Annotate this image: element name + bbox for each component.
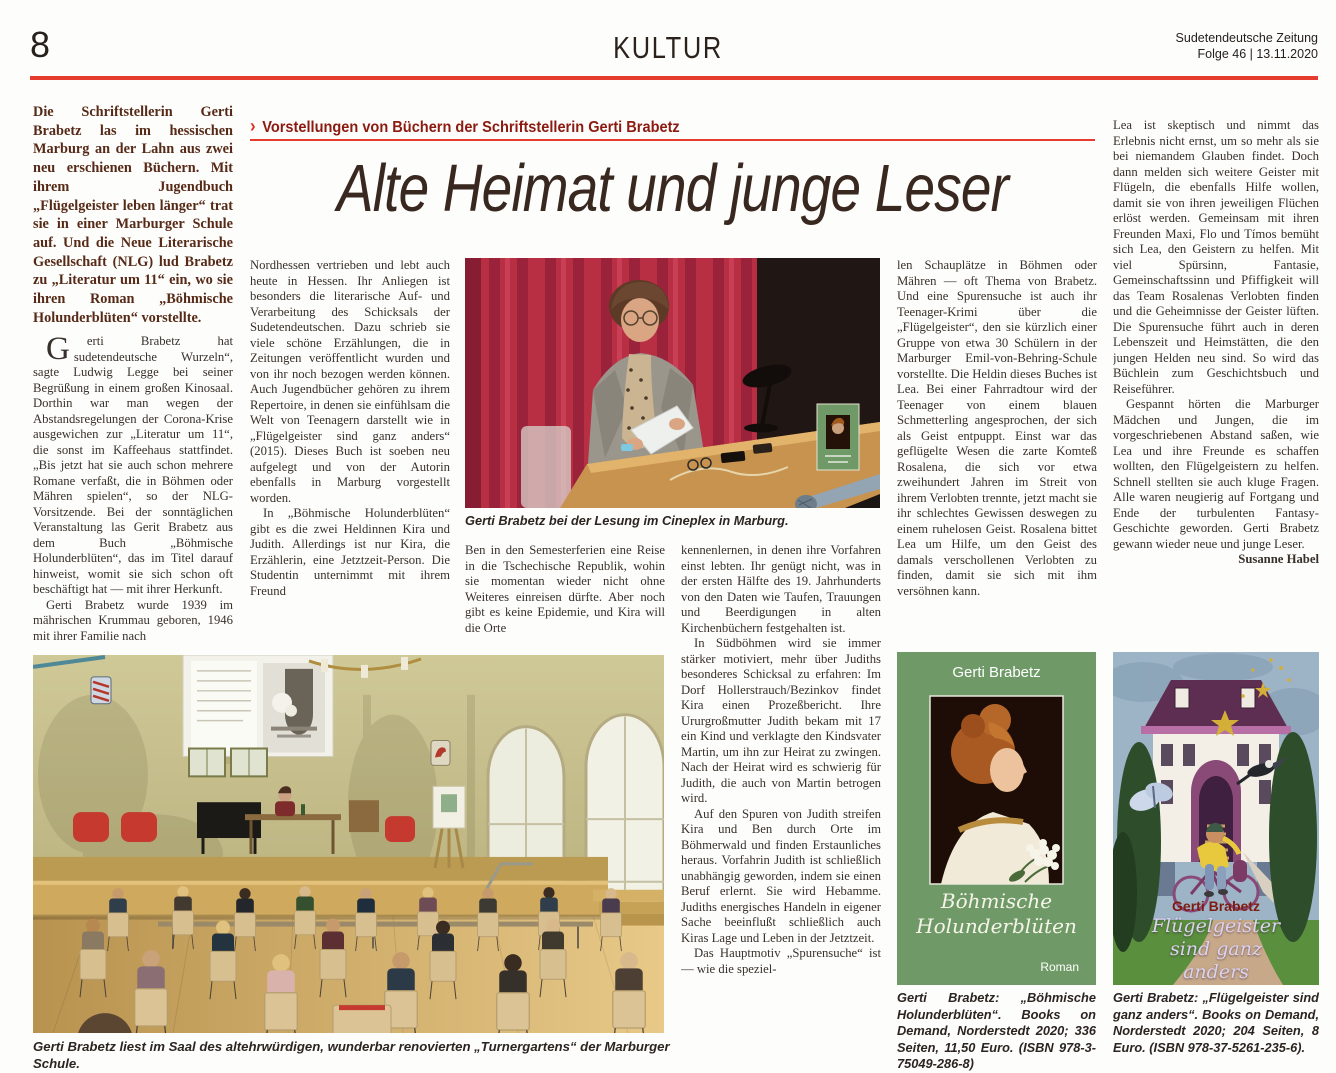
body-paragraph: Gespannt hörten die Marburger Mädchen und Jungen, die im vorgeschriebenen Abstand saßen, wie Lea und ihre Freunde es schaffen wollten, den Flügelgeistern zu helfen. Schnell stellten sie auch kluge Fragen. Alle waren neugierig auf Fortgang und Ende der turbulenten Fantasy-Geschichte geworden. Gerti Brabetz gewann wieder neue und junge Leser. Susanne Habel [1113,397,1319,566]
article-column-5 [897,258,1097,650]
projection-screen [183,655,333,756]
kicker-arrow-icon: › [250,116,256,136]
paper-name: Sudetendeutsche Zeitung [1175,31,1318,45]
book-cover-fluegelgeister [1113,652,1319,985]
author-byline: Susanne Habel [1238,552,1319,566]
book-cover-holunderblueten [897,652,1096,985]
body-paragraph: Auf den Spuren von Judith streifen Kira und Ben durch Orte im Böhmerwald und finden Erstaunliches heraus. Vorfahrin Judith ist schließlich unabhängig geworden, indem sie einen Beruf erlernt. Sie wird Hebamme. Judiths energisches Handeln in eigener Sache beeinflußt schließlich auch Kiras Lage und Leben in der Jetztzeit. [681,806,881,945]
issue-date: Folge 46 | 13.11.2020 [1197,47,1318,61]
book1-genre: Roman [1040,960,1079,974]
reading-photo [465,258,880,508]
lede-paragraph: Die Schriftstellerin Gerti Brabetz las im hessischen Marburg an der Lahn aus zwei neu erschienen Büchern. Mit ihrem Jugendbuch „Flügelgeister leben länger“ trat sie in einer Marburger Schule auf. Und die Neue Literarische Gesellschaft (NLG) lud Brabetz zu „Literatur um 11“ ein, wo sie ihren Roman „Böhmische Holunderblüten“ vorstellte. [33,104,233,326]
book1-title: Böhmische Holunderblüten [916,889,1077,938]
body-paragraph: Nordhessen vertrieben und lebt auch heute in Hessen. Ihr Anliegen ist besonders die literarische Auf- und Verarbeitung des Schicksals der Sudetendeutschen. Dazu schrieb sie viele schöne Erzählungen, die in Zeitungen veröffentlicht wurden und von ihr noch bezogen werden können. Auch Jugendbücher gehören zu ihrem Repertoire, in denen sie einfühlsam die Welt von Teenagern darstellt wie in „Flügelgeister sind ganz anders“ (2015). Dieses Buch ist soeben neu aufgelegt und von der Autorin ebenfalls in Marburg vorgestellt worden. [250,258,450,505]
body-paragraph: Lea ist skeptisch und nimmt das Erlebnis nicht ernst, um so mehr als sie bei niemandem Glauben findet. Doch dann melden sich weitere Geister mit Flügeln, die ebenfalls Hilfe wollen, damit sie von ihren jeweiligen Flüchen erlöst werden. Gemeinsam mit ihren Freunden Maxi, Flo und Tímos bemüht sich Lea, den Geistern zu helfen. Mit viel Spürsinn, Fantasie, Gemeinschaftssinn und Pfiffigkeit will das Team Rosalenas Verlobten finden und die Geheimnisse der Geister lüften. Die Spurensuche führt auch in deren Lebenszeit und Heimstätten, die den jungen Helden neu sind. So wird das Büchlein zum Geschichtsbuch und Reiseführer. [1113,118,1319,396]
body-paragraph: Gerti Brabetz wurde 1939 im mährischen Krummau geboren, 1946 mit ihrer Familie nach [33,597,233,643]
body-paragraph: In Südböhmen wird sie immer stärker motiviert, mehr über Judiths besonderes Schicksal zu erfahren: Im Dorf Hollerstrauch/Bezinkov findet Kira einen Prozeßbericht. Ihre Ururgroßmutter Judith bekam mit 17 ein Kind und verklagte den Kindsvater Martin, um ihn zur Heirat zu zwingen. Nach der Heirat wird es schwierig für Judith, die auch von Martin betrogen wird. [681,636,881,805]
kicker [250,116,1044,137]
headline: Alte Heimat und junge Leser [336,151,1009,226]
article-column-3 [465,543,665,643]
hall-photo [33,655,664,1033]
article-column-6 [1113,118,1319,650]
section-title: KULTUR [613,30,723,65]
body-paragraph: G erti Brabetz hat sudetendeutsche Wurzeln“, sagte Ludwig Legge bei seiner Begrüßung in einem großen Kinosaal. Dorthin war man wegen der Abstandsregelungen der Corona-Krise ausgewichen zur „Literatur um 11“, die sonst im Kaffeehaus stattfindet. „Bis jetzt hat sie auch schon mehrere Romane verfaßt, die in Böhmen oder Mähren spielen“, so der NLG-Vorsitzende. Bei der sonntäglichen Veranstaltung las Gerit Brabetz aus dem Buch „Böhmische Holunderblüten“, das im Titel darauf hinweist, womit sie sich schon oft beschäftigt hat — mit ihrer Herkunft. [33,331,233,597]
reading-photo-caption: Gerti Brabetz bei der Lesung im Cineplex in Marburg. [465,513,789,528]
book1-author: Gerti Brabetz [952,664,1041,681]
body-paragraph: len Schauplätze in Böhmen oder Mähren — oft Thema von Brabetz. Und eine Spurensuche ist auch ihr Teenager-Krimi über die „Flügelgeister“, den sie kürzlich einer Gruppe von etwa 30 Schülern in der Marburger Emil-von-Behring-Schule vorstellte. Die Heldin dieses Buches ist Lea. Bei einer Fahrradtour wird der Teenager von einem blauen Schmetterling angesprochen, der sich als Geist entpuppt. Einst war das geflügelte Wesen die zarte Komteß Rosalena, die sich vor etwa zweihundert Jahren im Streit von ihrem Verlobten trennte, jetzt macht sie ihr schlechtes Gewissen deswegen zu einem ruhelosen Geist. Rosalena bittet Lea um Hilfe, um den Geist des damals verschollenen Verlobten zu finden, damit sie sich mit ihm versöhnen kann. [897,258,1097,598]
coat-of-arms-right [431,741,450,766]
hall-photo-caption: Gerti Brabetz liest im Saal des altehrwürdigen, wunderbar renovierten „Turnergartens“ der Marburger Schule. [33,1039,670,1071]
body-paragraph: Das Hauptmotiv „Spurensuche“ ist — wie die speziel- [681,946,881,976]
reading-photo-illustration [465,258,880,508]
article-column-2 [250,258,450,655]
article-column-1 [33,103,233,655]
book2-title: Flügelgeister sind ganz anders [1151,915,1281,983]
header-rule [30,76,1318,80]
easel [433,786,465,868]
book2-author: Gerti Brabetz [1172,898,1260,914]
chair [521,426,571,508]
hall-photo-illustration [33,655,664,1033]
kicker-text: Vorstellungen von Büchern der Schriftstellerin Gerti Brabetz [262,119,680,136]
masthead [1176,30,1318,62]
body-paragraph: In „Böhmische Holunderblüten“ gibt es die zwei Heldinnen Kira und Judith. Allerdings ist nur Kira, die Erzählerin, eine Jetztzeit-Person. Die Studentin unternimmt mit ihrem Freund [250,506,450,598]
coat-of-arms-left [91,677,111,704]
page-number: 8 [30,24,51,65]
article-column-4 [681,543,881,1064]
kicker-rule [250,139,1095,141]
book-on-desk [817,404,859,470]
body-paragraph: kennenlernen, in denen ihre Vorfahren einst lebten. Ihr genügt nicht, was in der ersten Hälfte des 19. Jahrhunderts von den Daten wie Taufen, Trauungen und Beerdigungen in alten Kirchenbüchern festgehalten ist. [681,543,881,635]
body-paragraph: Ben in den Semesterferien eine Reise in die Tschechische Republik, wohin sie momentan wieder nicht ohne Weiteres einreisen dürfte. Aber noch gibt es keine Epidemie, und Kira will die Orte [465,543,665,635]
book2-caption: Gerti Brabetz: „Flügelgeister sind ganz anders“. Books on Demand, Norderstedt 2020; 204 Seiten, 8 Euro. (ISBN 978-37-5261-235-6). [1113,990,1319,1055]
drop-cap: G [46,331,70,368]
book1-caption: Gerti Brabetz: „Böhmische Holunderblüten“. Books on Demand, Norderstedt 2020; 336 Seiten, 11,50 Euro. (ISBN 978-3-75049-286-8) [897,990,1096,1071]
